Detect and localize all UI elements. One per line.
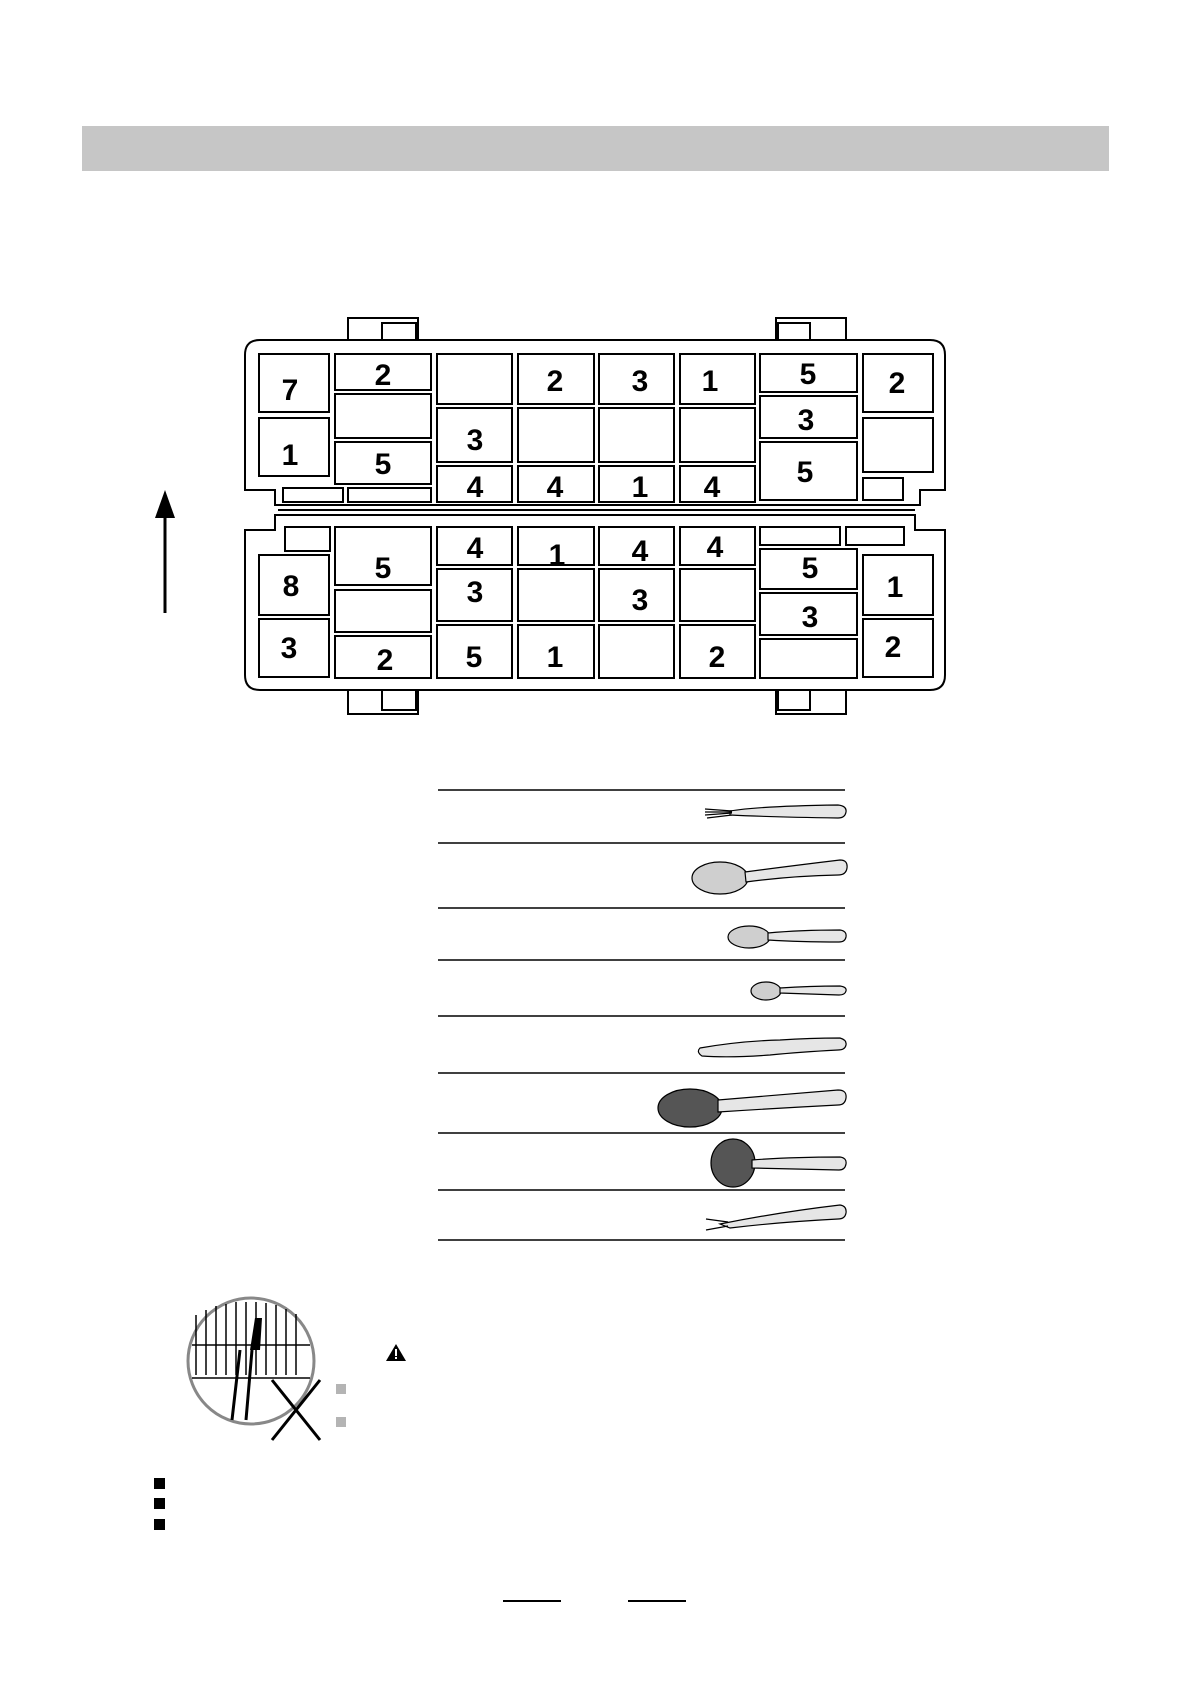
sauce-ladle-icon bbox=[711, 1139, 846, 1187]
compartment-number: 5 bbox=[465, 641, 483, 674]
compartment-number: 5 bbox=[801, 552, 819, 585]
compartment bbox=[599, 625, 674, 678]
soup-spoon-icon bbox=[692, 860, 847, 894]
compartment-number: 4 bbox=[706, 531, 724, 564]
warning-bullet-icon bbox=[336, 1417, 346, 1427]
direction-arrow-icon bbox=[155, 490, 175, 613]
serving-fork-icon bbox=[706, 1205, 846, 1230]
fork-icon bbox=[705, 805, 846, 818]
teaspoon-icon bbox=[751, 982, 846, 1000]
compartment-number: 1 bbox=[281, 439, 299, 472]
compartment bbox=[518, 569, 594, 621]
cutlery-legend bbox=[438, 790, 845, 1240]
compartment bbox=[760, 527, 840, 545]
compartment-number: 2 bbox=[376, 644, 394, 677]
compartment-number: 1 bbox=[548, 539, 566, 572]
compartment bbox=[335, 394, 431, 438]
compartment-number: 1 bbox=[546, 641, 564, 674]
compartment-number: 7 bbox=[281, 374, 299, 407]
warning-bullet-icon bbox=[336, 1384, 346, 1394]
compartment bbox=[863, 418, 933, 472]
compartment-number: 3 bbox=[466, 576, 484, 609]
compartment-number: 3 bbox=[797, 404, 815, 437]
compartment bbox=[437, 354, 512, 404]
compartment bbox=[846, 527, 904, 545]
compartment-number: 3 bbox=[280, 632, 298, 665]
dessert-spoon-icon bbox=[728, 926, 846, 948]
compartment-number: 3 bbox=[631, 365, 649, 398]
warning-triangle-icon bbox=[386, 1344, 406, 1361]
note-bullet-icon bbox=[154, 1498, 165, 1509]
compartment-number: 3 bbox=[466, 424, 484, 457]
dishwasher-basket-warning-illustration bbox=[188, 1298, 320, 1440]
compartment-number: 1 bbox=[631, 471, 649, 504]
compartment-number: 2 bbox=[884, 631, 902, 664]
compartment bbox=[283, 488, 343, 502]
compartment-number: 4 bbox=[703, 471, 721, 504]
page-footer-rule bbox=[628, 1600, 686, 1602]
note-bullet-icon bbox=[154, 1519, 165, 1530]
page-footer-rule bbox=[503, 1600, 561, 1602]
compartment bbox=[680, 569, 755, 621]
compartment-number: 5 bbox=[374, 552, 392, 585]
compartment-number: 4 bbox=[466, 532, 484, 565]
compartment-number: 8 bbox=[282, 570, 300, 603]
serving-spoon-icon bbox=[658, 1089, 846, 1127]
compartment bbox=[599, 408, 674, 462]
compartment-number: 4 bbox=[466, 471, 484, 504]
compartment-number: 1 bbox=[701, 365, 719, 398]
compartment bbox=[863, 478, 903, 500]
compartment-number: 5 bbox=[796, 456, 814, 489]
compartment-number: 1 bbox=[886, 571, 904, 604]
compartment bbox=[760, 639, 857, 678]
compartment-number: 3 bbox=[801, 601, 819, 634]
compartment bbox=[348, 488, 431, 502]
note-bullet-icon bbox=[154, 1478, 165, 1489]
compartment-number: 2 bbox=[546, 365, 564, 398]
compartment bbox=[335, 590, 431, 632]
knife-icon bbox=[698, 1038, 846, 1057]
compartment bbox=[518, 408, 594, 462]
compartment-number: 5 bbox=[799, 358, 817, 391]
compartment-number: 2 bbox=[374, 359, 392, 392]
compartment-number: 2 bbox=[888, 367, 906, 400]
compartment-number: 3 bbox=[631, 584, 649, 617]
compartment-number: 2 bbox=[708, 641, 726, 674]
compartment-number: 5 bbox=[374, 448, 392, 481]
compartment-number: 4 bbox=[631, 535, 649, 568]
compartment-number: 4 bbox=[546, 471, 564, 504]
compartment bbox=[680, 408, 755, 462]
compartment bbox=[285, 527, 330, 551]
